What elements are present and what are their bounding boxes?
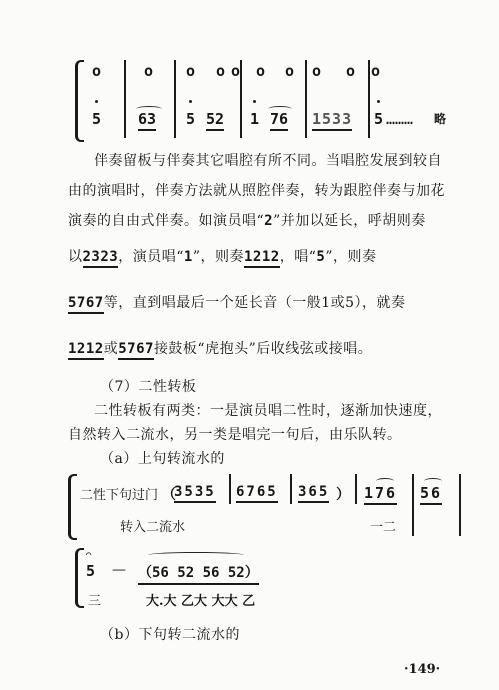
score3-note: 5 (86, 562, 96, 580)
score2-slur (376, 478, 394, 484)
score1-barline (240, 60, 242, 138)
para1-text: 或 (103, 341, 119, 357)
score3-brace (75, 548, 84, 608)
score1-top-note: o (256, 62, 266, 80)
score2-note: 3535 (174, 484, 216, 503)
section7-sub-a: （a）上句转流水的 (100, 451, 225, 467)
para1-note: 5 (316, 249, 326, 265)
score1-end-mark: 略 (434, 112, 447, 126)
score1-top-note: o (285, 62, 295, 80)
para1-note: 1 (183, 249, 193, 265)
para1-text: 演奏的自由式伴奏。如演员唱“ (68, 213, 265, 229)
score2-note: 56 (420, 484, 442, 505)
score2-label: 二性下句过门 (80, 488, 159, 503)
score2-note: 365 (298, 484, 329, 503)
score2-barline (229, 474, 231, 504)
para1-text: ”并加以延长，呼胡则奏 (273, 213, 426, 229)
score1-note: 5 (374, 110, 384, 128)
score2-brace (68, 474, 77, 540)
score2-slur (424, 478, 442, 484)
score1-note: 63 (138, 110, 156, 131)
score1-barline (174, 60, 176, 138)
para1-text: 以 (68, 249, 83, 265)
score1-top-note: o (92, 62, 102, 80)
para1-note: 2 (264, 213, 274, 229)
score1-fermata-dot (253, 100, 256, 103)
para1-text: ，演员唱“ (118, 249, 184, 265)
score1-note: 5 (92, 110, 102, 128)
score3-fermata: ⌒ (86, 550, 92, 560)
para1-text: ，唱“ (279, 249, 317, 265)
para1-line4 (68, 246, 377, 266)
score1-note: 1 (250, 110, 260, 128)
section7-sub-b: （b）下句转二流水的 (100, 627, 240, 643)
score1-top-note: o (346, 62, 356, 80)
score2-barline (290, 474, 292, 504)
score2-lower-right: 一二 (370, 520, 397, 535)
score1-note: 1533 (312, 110, 352, 131)
para1-line3 (68, 210, 426, 230)
score2-lower-label: 转入二流水 (120, 520, 186, 535)
score1-note: 76 (270, 110, 288, 131)
score1-top-note: o (231, 62, 241, 80)
score1-dots: ……… (386, 110, 414, 128)
para1-line5 (68, 292, 406, 312)
score1-barline (305, 60, 307, 138)
para1-note: 2323 (83, 249, 119, 268)
section7-line1: 二性转板有两类：一是演员唱二性时，逐渐加快速度， (94, 403, 442, 419)
para1-note: 5767 (68, 295, 104, 314)
score2-note: 6765 (236, 484, 278, 503)
score3-bottom-label: 三 (88, 594, 102, 609)
score1-note: 52 (206, 110, 224, 131)
para1-line2: 由的演唱时，伴奏方法就从照腔伴奏，转为跟腔伴奏与加花 (68, 183, 445, 199)
score1-barline (124, 60, 126, 138)
score1-fermata-dot (377, 100, 380, 103)
score1-fermata-dot (189, 100, 192, 103)
para1-text: 接鼓板“虎抱头”后收线弦或接唱。 (153, 341, 373, 357)
score3-bottom-seq: 大.大 乙大 大大 乙 (146, 594, 256, 609)
para1-note: 5767 (118, 341, 154, 360)
section7-heading: （7）二性转板 (100, 379, 197, 395)
para1-note: 1212 (68, 341, 104, 360)
para1-note: 1212 (244, 249, 280, 268)
score2-note: 176 (364, 484, 397, 505)
para1-line1: 伴奏留板与伴奏其它唱腔有所不同。当唱腔发展到较自 (94, 153, 442, 169)
score1-top-note: o (371, 62, 381, 80)
score1-brace (75, 60, 84, 142)
score1-fermata-dot (95, 100, 98, 103)
section7-line2: 自然转入二流水，另一类是唱完一句后，由乐队转。 (68, 427, 402, 443)
score2-paren: ） (336, 487, 350, 503)
score1-note: 5 (186, 110, 196, 128)
score1-slur (136, 106, 162, 112)
score1-top-note: o (312, 62, 322, 80)
score2-barline (412, 474, 414, 536)
page-number: ·149· (404, 662, 441, 677)
score2-barline (459, 474, 461, 536)
score1-slur (268, 106, 292, 112)
score1-barline (368, 60, 370, 138)
score3-dash: — (112, 562, 126, 578)
para1-text: 等，直到唱最后一个延长音（一般1或5），就奏 (103, 295, 406, 311)
score2-paren: （ (162, 487, 176, 503)
para1-text: ”，则奏 (192, 249, 244, 265)
score3-slur (148, 552, 244, 558)
para1-text: ”，则奏 (325, 249, 377, 265)
score3-seq: （56 52 56 52） (138, 562, 259, 585)
score2-barline (355, 474, 357, 504)
score1-top-note: o (144, 62, 154, 80)
para1-line6 (68, 338, 372, 358)
score1-top-note: o (186, 62, 196, 80)
score1-top-note: o (216, 62, 226, 80)
